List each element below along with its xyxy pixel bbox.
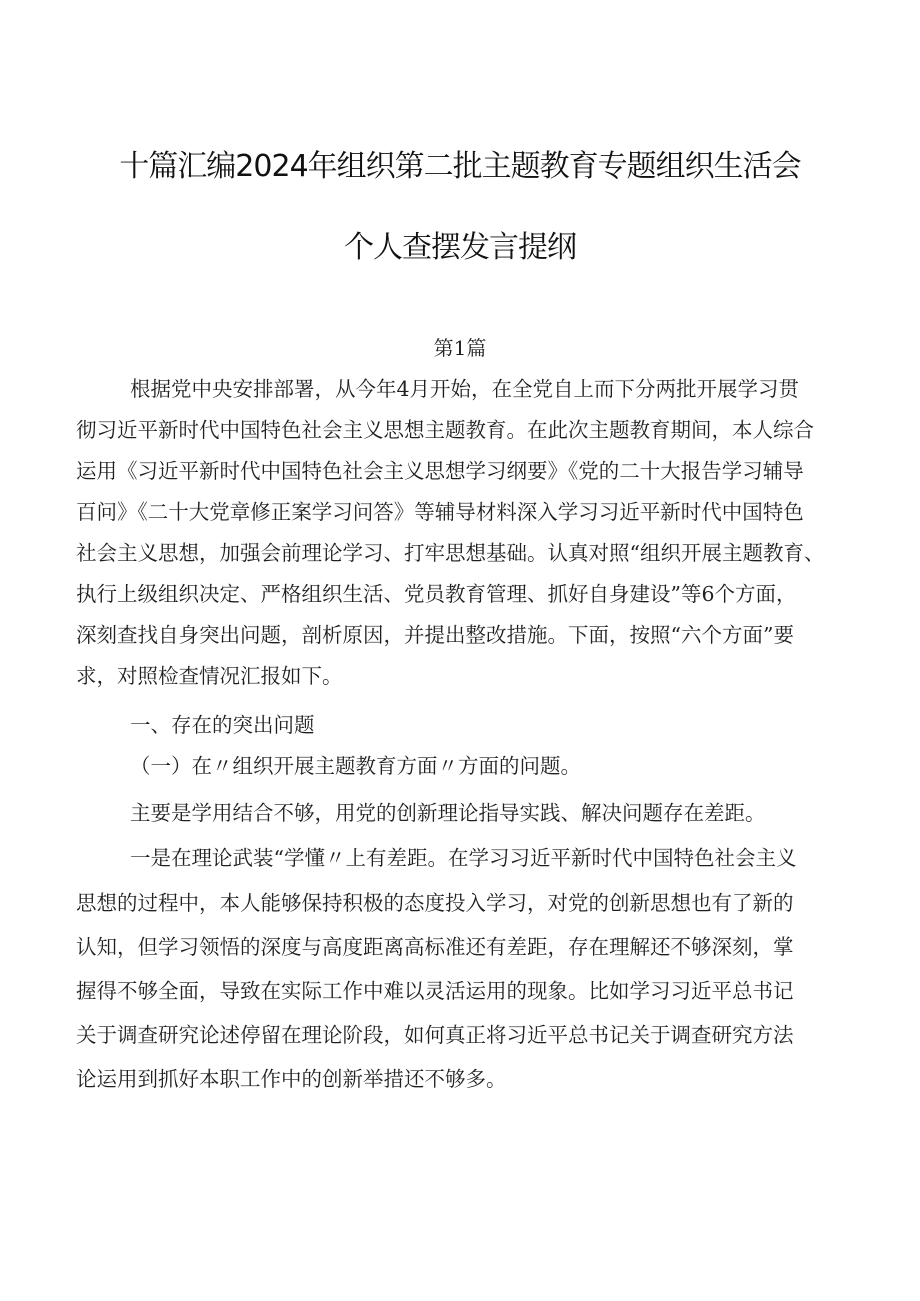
paragraph-1-line: 彻习近平新时代中国特色社会主义思想主题教育。在此次主题教育期间，本人综合 xyxy=(76,418,814,442)
paragraph-3-line: 思想的过程中，本人能够保持积极的态度投入学习，对党的创新思想也有了新的 xyxy=(76,891,794,915)
paragraph-3-line: 认知，但学习领悟的深度与高度距离高标准还有差距，存在理解还不够深刻，掌 xyxy=(76,935,794,959)
paragraph-3-line: 关于调查研究论述停留在理论阶段，如何真正将习近平总书记关于调查研究方法 xyxy=(76,1023,794,1047)
paragraph-3-line: 论运用到抓好本职工作中的创新举措还不够多。 xyxy=(76,1067,507,1091)
section-heading-2: （一）在〃组织开展主题教育方面〃方面的问题。 xyxy=(130,754,581,778)
section-label: 第1篇 xyxy=(433,336,487,360)
paragraph-3-line: 握得不够全面，导致在实际工作中难以灵活运用的现象。比如学习习近平总书记 xyxy=(76,979,794,1003)
paragraph-1-line: 深刻查找自身突出问题，剖析原因，并提出整改措施。下面，按照“六个方面”要 xyxy=(76,623,794,647)
paragraph-3-line: 一是在理论武装“学懂〃上有差距。在学习习近平新时代中国特色社会主义 xyxy=(130,846,797,870)
paragraph-1-line: 执行上级组织决定、严格组织生活、党员教育管理、抓好自身建设”等6个方面， xyxy=(76,582,797,606)
paragraph-2: 主要是学用结合不够，用党的创新理论指导实践、解决问题存在差距。 xyxy=(130,801,766,825)
paragraph-1-line: 百问》《二十大党章修正案学习问答》等辅导材料深入学习习近平新时代中国特色 xyxy=(76,500,804,524)
paragraph-1-line: 根据党中央安排部署，从今年4月开始，在全党自上而下分两批开展学习贯 xyxy=(130,377,800,401)
paragraph-1-line: 社会主义思想，加强会前理论学习、打牢思想基础。认真对照“组织开展主题教育、 xyxy=(76,541,825,565)
section-heading-1: 一、存在的突出问题 xyxy=(130,713,315,737)
document-title-line-1: 十篇汇编2024年组织第二批主题教育专题组织生活会 xyxy=(119,149,801,184)
paragraph-1-line: 求，对照检查情况汇报如下。 xyxy=(76,664,343,688)
document-title-line-2: 个人查摆发言提纲 xyxy=(344,230,576,265)
paragraph-1-line: 运用《习近平新时代中国特色社会主义思想学习纲要》《党的二十大报告学习辅导 xyxy=(76,459,804,483)
